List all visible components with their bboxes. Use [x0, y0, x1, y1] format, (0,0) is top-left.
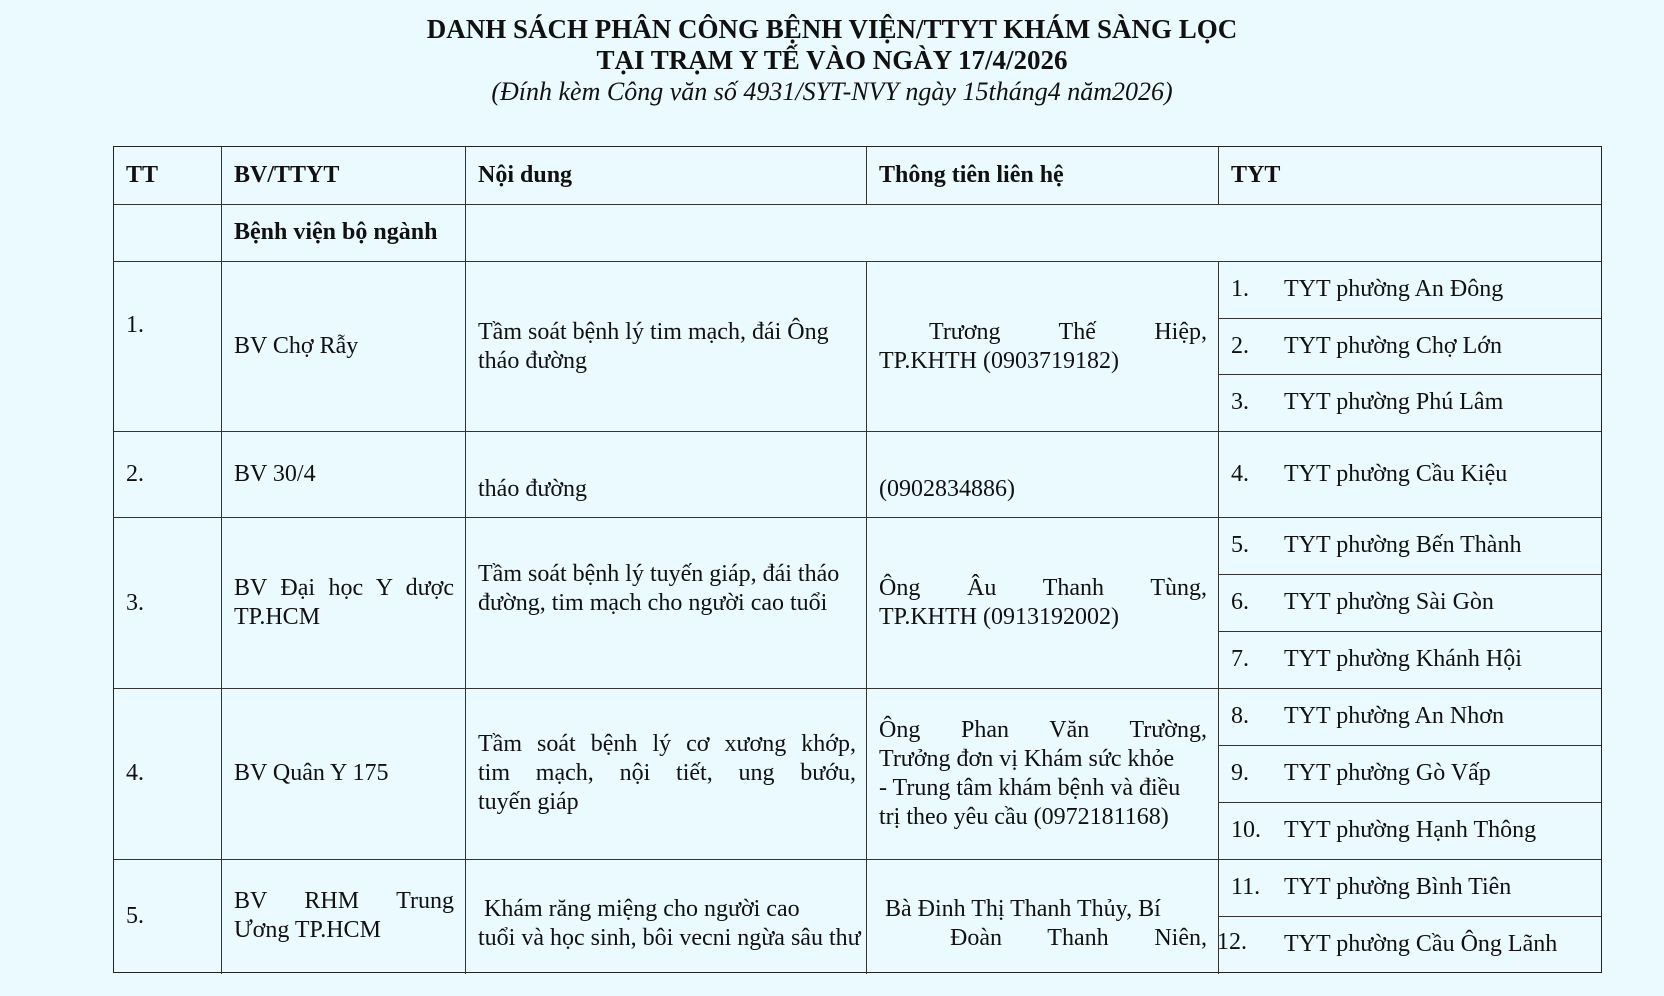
- row-4-contact-line1: Ông Phan Văn Trường,: [879, 717, 1207, 743]
- document-title-line2: TẠI TRẠM Y TẾ VÀO NGÀY 17/4/2026: [596, 45, 1068, 75]
- tyt-name: TYT phường An Đông: [1284, 276, 1504, 302]
- tyt-divider: [1218, 574, 1601, 575]
- row-divider: [114, 261, 1601, 262]
- row-4-content-line2: tim mạch, nội tiết, ung bướu,: [478, 760, 856, 786]
- row-5-content-line2: tuổi và học sinh, bôi vecni ngừa sâu thư: [478, 925, 861, 951]
- row-1-contact-line1: Trương Thế Hiệp,: [929, 319, 1207, 345]
- tyt-number: 3.: [1231, 389, 1249, 415]
- tyt-number: 8.: [1231, 703, 1249, 729]
- col-divider: [1218, 147, 1219, 204]
- col-divider: [465, 147, 466, 204]
- tyt-number: 2.: [1231, 333, 1249, 359]
- tyt-name: TYT phường Sài Gòn: [1284, 589, 1494, 615]
- tyt-number: 11.: [1231, 874, 1261, 900]
- header-tyt: TYT: [1231, 162, 1281, 188]
- row-1-contact-line2: TP.KHTH (0903719182): [879, 348, 1119, 374]
- row-2-hospital: BV 30/4: [234, 461, 316, 487]
- tyt-name: TYT phường Cầu Ông Lãnh: [1284, 931, 1558, 957]
- row-divider: [114, 517, 1601, 518]
- tyt-number: 1.: [1231, 276, 1249, 302]
- col-divider: [866, 261, 867, 974]
- tyt-name: TYT phường Khánh Hội: [1284, 646, 1522, 672]
- tyt-number: 12.: [1217, 929, 1247, 955]
- document-header: [0, 14, 1664, 108]
- row-4-contact-line2: Trưởng đơn vị Khám sức khỏe: [879, 746, 1175, 772]
- tyt-name: TYT phường Bến Thành: [1284, 532, 1522, 558]
- tyt-number: 5.: [1231, 532, 1249, 558]
- row-3-hospital-line1: BV Đại học Y dược: [234, 575, 454, 601]
- row-5-contact-line2: Đoàn Thanh Niên,: [950, 925, 1207, 951]
- row-1-tt: 1.: [126, 312, 144, 338]
- row-4-hospital: BV Quân Y 175: [234, 760, 389, 786]
- row-5-content-line1: Khám răng miệng cho người cao: [484, 896, 800, 922]
- document-subtitle: (Đính kèm Công văn số 4931/SYT-NVY ngày 15tháng4 năm2026): [491, 77, 1173, 106]
- tyt-name: TYT phường Gò Vấp: [1284, 760, 1491, 786]
- row-divider: [114, 204, 1601, 205]
- row-2-content: tháo đường: [478, 476, 588, 502]
- section-label: Bệnh viện bộ ngành: [234, 219, 438, 245]
- row-5-tt: 5.: [126, 903, 144, 929]
- row-1-content: Tầm soát bệnh lý tim mạch, đái Ông tháo đường: [478, 319, 829, 374]
- row-4-contact-line3: - Trung tâm khám bệnh và điều: [879, 775, 1181, 801]
- tyt-name: TYT phường Phú Lâm: [1284, 389, 1504, 415]
- tyt-name: TYT phường An Nhơn: [1284, 703, 1504, 729]
- header-tt: TT: [126, 162, 159, 188]
- tyt-number: 10.: [1231, 817, 1261, 843]
- header-hospital: BV/TTYT: [234, 162, 340, 188]
- row-4-content-line1: Tầm soát bệnh lý cơ xương khớp,: [478, 731, 856, 757]
- tyt-number: 6.: [1231, 589, 1249, 615]
- header-content: Nội dung: [478, 162, 573, 188]
- row-divider: [114, 859, 1601, 860]
- row-3-content-line2: đường, tim mạch cho người cao tuổi: [478, 590, 828, 616]
- tyt-divider: [1218, 802, 1601, 803]
- tyt-divider: [1218, 318, 1601, 319]
- tyt-number: 7.: [1231, 646, 1249, 672]
- tyt-name: TYT phường Hạnh Thông: [1284, 817, 1537, 843]
- row-3-contact-line1: Ông Âu Thanh Tùng,: [879, 575, 1207, 601]
- tyt-number: 4.: [1231, 461, 1249, 487]
- row-2-tt: 2.: [126, 461, 144, 487]
- row-4-tt: 4.: [126, 760, 144, 786]
- row-1-hospital: BV Chợ Rẫy: [234, 333, 359, 359]
- row-3-tt: 3.: [126, 590, 144, 616]
- tyt-divider: [1218, 631, 1601, 632]
- tyt-divider: [1218, 745, 1601, 746]
- row-3-content-line1: Tầm soát bệnh lý tuyến giáp, đái tháo: [478, 561, 840, 587]
- tyt-name: TYT phường Chợ Lớn: [1284, 333, 1502, 359]
- row-4-contact-line4: trị theo yêu cầu (0972181168): [879, 804, 1169, 830]
- tyt-name: TYT phường Bình Tiên: [1284, 874, 1512, 900]
- row-5-hospital-line2: Ương TP.HCM: [234, 917, 381, 943]
- document-title-line1: DANH SÁCH PHÂN CÔNG BỆNH VIỆN/TTYT KHÁM SÀNG LỌC: [426, 14, 1238, 44]
- row-4-content-line3: tuyến giáp: [478, 789, 579, 815]
- row-divider: [114, 688, 1601, 689]
- row-3-contact-line2: TP.KHTH (0913192002): [879, 604, 1119, 630]
- header-contact: Thông tiên liên hệ: [879, 162, 1064, 188]
- assignment-table: [113, 146, 1602, 973]
- row-5-hospital-line1: BV RHM Trung: [234, 888, 454, 914]
- tyt-divider: [1218, 916, 1601, 917]
- row-5-contact-line1: Bà Đinh Thị Thanh Thủy, Bí: [885, 896, 1161, 922]
- col-divider: [1218, 261, 1219, 974]
- col-divider: [221, 147, 222, 974]
- row-3-hospital-line2: TP.HCM: [234, 604, 321, 630]
- tyt-name: TYT phường Cầu Kiệu: [1284, 461, 1508, 487]
- col-divider: [866, 147, 867, 204]
- tyt-number: 9.: [1231, 760, 1249, 786]
- row-2-contact-line2: (0902834886): [879, 476, 1015, 502]
- tyt-divider: [1218, 374, 1601, 375]
- row-divider: [114, 431, 1601, 432]
